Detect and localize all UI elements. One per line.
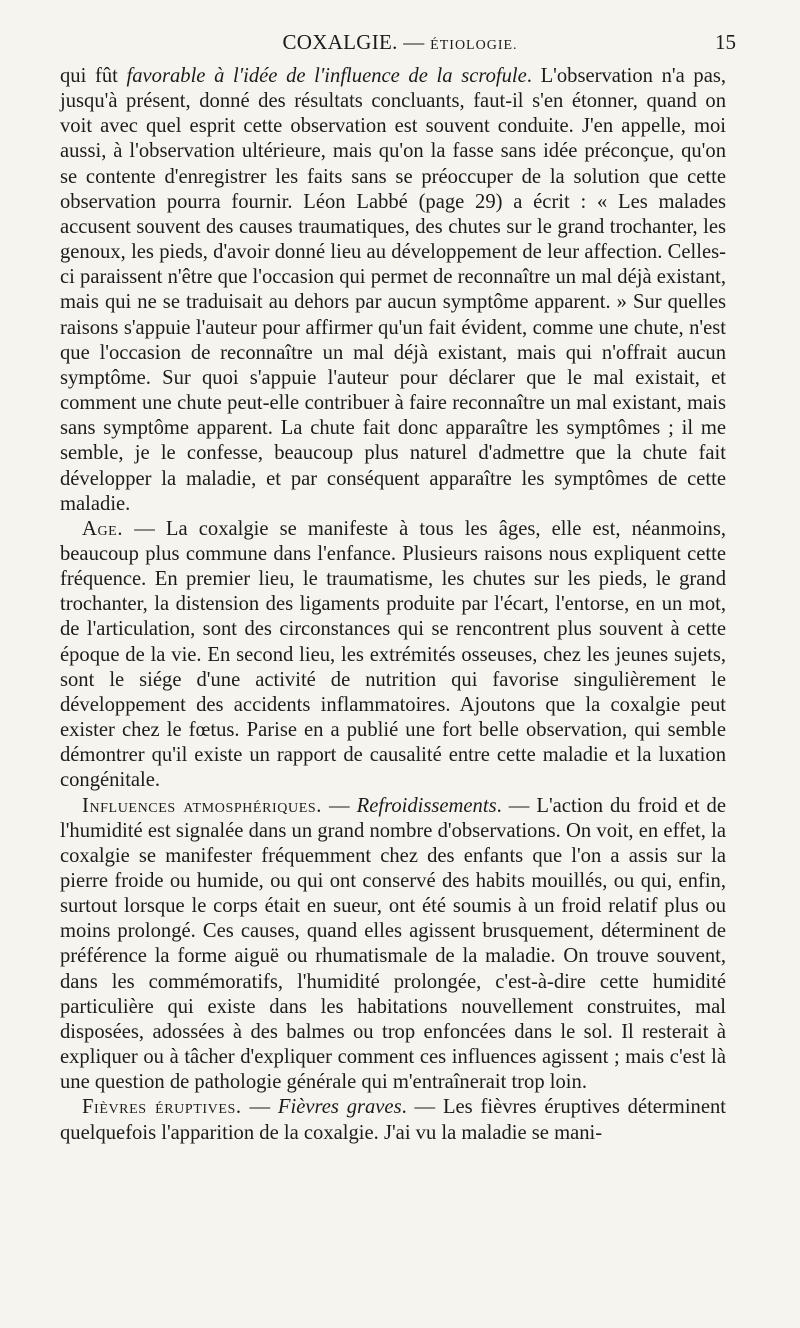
paragraph-1-text: . L'observation n'a pas, jusqu'à présent, donné des résultats concluants, faut-il s'en étonner, quand on voit avec quel esprit cette observation est souvent conduite. J'en appelle, moi aussi, à l'observation ultérieure, mais qu'on la fasse sans idée préconçue, qu'on se contente d'enregistrer les faits sans se préoccuper de la solution que cette observation pourra fournir. Léon Labbé (page 29) a écrit : « Les malades accusent souvent des causes traumatiques, des chutes sur le grand trochanter, les genoux, les pieds, d'avoir donné lieu au développement de leur affection. Celles-ci paraissent n'être que l'occasion qui permet de reconnaître un mal déjà existant, mais qui ne se traduisait au dehors par aucun symptôme apparent. » Sur quelles raisons s'appuie l'auteur pour affirmer qu'un fait évident, comme une chute, n'est que l'occasion de reconnaître un mal déjà existant, mais qui n'offrait aucun symptôme. Sur quoi s'appuie l'auteur pour déclarer que le mal existait, et comment une chute peut-elle contribuer à faire reconnaître un mal existant, mais sans symptôme apparent. La chute fait donc apparaître les symptômes ; il me semble, je le confesse, beaucoup plus naturel d'admettre que la chute fait développer la maladie, et par conséquent apparaître les symptômes de cette maladie.	[60, 65, 726, 515]
paragraph-age-text: — La coxalgie se manifeste à tous les âges, elle est, néanmoins, beaucoup plus commune dans l'enfance. Plusieurs raisons nous expliquent cette fréquence. En premier lieu, le traumatisme, les chutes sur les pieds, le grand trochanter, la distension des ligaments produite par l'écart, l'entorse, en un mot, de l'articulation, sont des circonstances qui se rencontrent plus souvent à cette époque de la vie. En second lieu, les extrémités osseuses, chez les jeunes sujets, sont le siége d'une activité de nutrition qui favorise singulièrement le développement des accidents inflammatoires. Ajoutons que la coxalgie peut exister chez le fœtus. Parise en a publié une fort belle observation, qui semble démontrer qu'il existe un rapport de causalité entre cette maladie et la luxation congénitale.	[60, 517, 726, 792]
paragraph-age	[60, 517, 726, 794]
section-heading-age: Age.	[82, 517, 124, 540]
paragraph-influences-text: . — L'action du froid et de l'humidité est signalée dans un grand nombre d'observations. On voit, en effet, la coxalgie se manifester fréquemment chez des enfants que l'on a assis sur la pierre froide ou humide, ou qui ont conservé des habits mouillés, ou qui, enfin, surtout lorsque le corps était en sueur, ont été soumis à un froid relatif plus ou moins prolongé. Ces causes, quand elles agissent brusquement, déterminent de préférence la forme aiguë ou rhumatismale de la maladie. On trouve souvent, dans les commémoratifs, l'humidité prolongée, c'est-à-dire cette humidité particulière qui existe dans les habitations nouvellement construites, mal disposées, adossées à des balmes ou trop enfoncées dans le sol. Il resterait à expliquer ou à tâcher d'expliquer comment ces influences agissent ; mais c'est là une question de pathologie générale qui m'entraînerait trop loin.	[60, 794, 726, 1094]
running-head-section: ÉTIOLOGIE.	[430, 38, 518, 53]
paragraph-scrofule	[60, 64, 726, 517]
subheading-fievres-graves: Fièvres graves	[277, 1096, 402, 1119]
body-text	[60, 64, 726, 1146]
running-head-dash: —	[403, 30, 425, 54]
subheading-refroidissements: Refroidissements	[356, 794, 497, 817]
paragraph-fievres-text: . — Les fièvres éruptives déterminent quelquefois l'apparition de la coxalgie. J'ai vu la maladie se mani-	[60, 1096, 726, 1144]
paragraph-1-lead: qui fût	[60, 65, 127, 87]
paragraph-fievres-dash: —	[241, 1096, 278, 1119]
page-header	[60, 28, 740, 56]
running-head-title: COXALGIE.	[282, 30, 398, 54]
running-head	[60, 28, 740, 60]
page-number: 15	[715, 30, 736, 54]
paragraph-influences	[60, 794, 726, 1096]
paragraph-fievres	[60, 1095, 726, 1145]
paragraph-influences-dash: —	[322, 794, 357, 817]
section-heading-fievres: Fièvres éruptives.	[82, 1096, 242, 1119]
section-heading-influences: Influences atmosphériques.	[82, 794, 322, 817]
paragraph-1-italic: favorable à l'idée de l'influence de la scrofule	[126, 65, 527, 87]
